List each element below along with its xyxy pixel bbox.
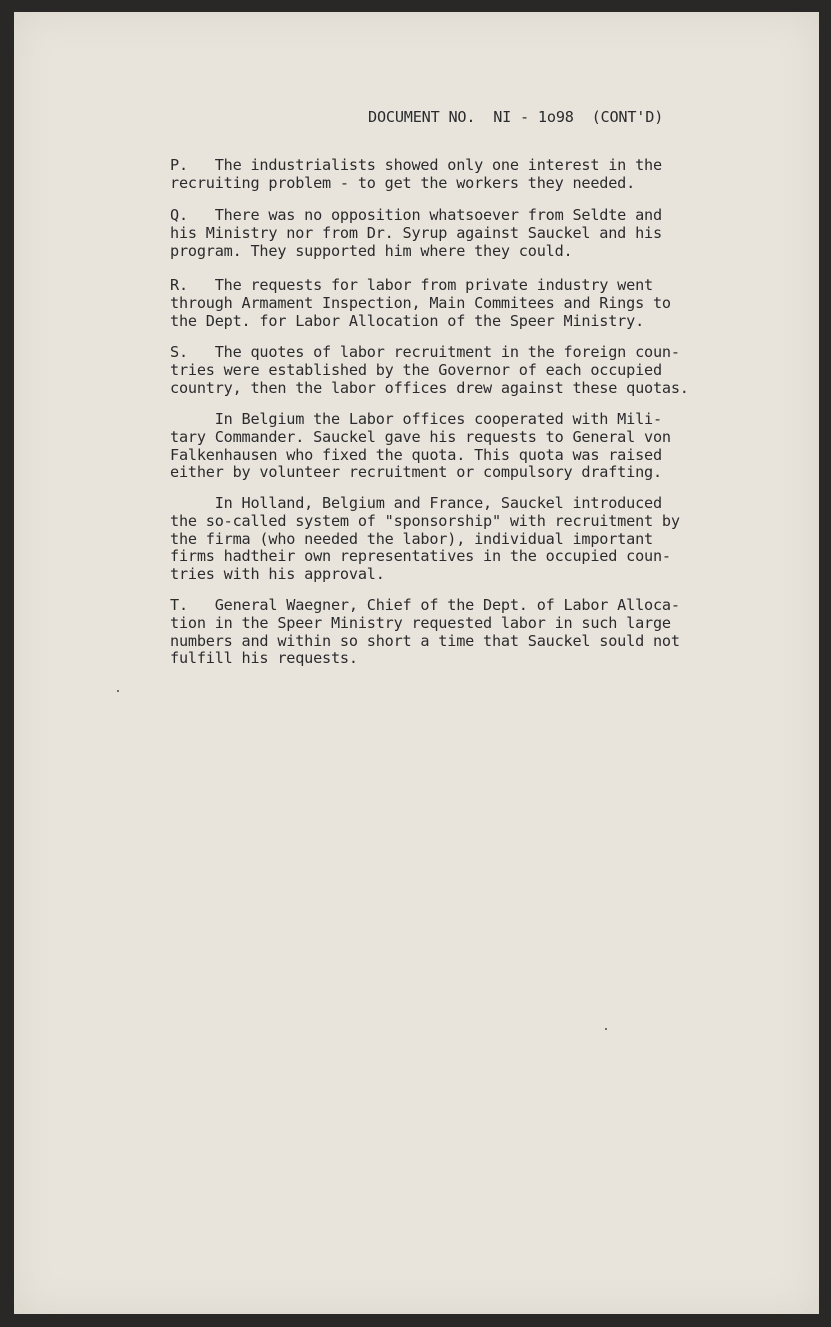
paragraph-holland: In Holland, Belgium and France, Sauckel introduced the so-called system of "sponsorship" with recruitment by the firma (who needed the labor), individual important firms hadtheir own representatives in the occupied coun- tries with his approval. [170, 494, 680, 584]
document-page [14, 12, 819, 1314]
paragraph-t: T. General Waegner, Chief of the Dept. of Labor Alloca- tion in the Speer Ministry requested labor in such large numbers and within so short a time that Sauckel sould not fulfill his requests. [170, 596, 680, 668]
document-header: DOCUMENT NO. NI - 1o98 (CONT'D) [368, 108, 664, 126]
paper-speck [605, 1028, 607, 1030]
paragraph-belgium: In Belgium the Labor offices cooperated with Mili- tary Commander. Sauckel gave his requests to General von Falkenhausen who fixed the quota. This quota was raised either by volunteer recruitment or compulsory drafting. [170, 410, 671, 482]
paragraph-s: S. The quotes of labor recruitment in the foreign coun- tries were established by the Governor of each occupied country, then the labor offices drew against these quotas. [170, 343, 689, 397]
paragraph-r: R. The requests for labor from private industry went through Armament Inspection, Main Commitees and Rings to the Dept. for Labor Allocation of the Speer Ministry. [170, 276, 671, 330]
paragraph-q: Q. There was no opposition whatsoever from Seldte and his Ministry nor from Dr. Syrup against Sauckel and his program. They supported him where they could. [170, 206, 662, 260]
paper-speck [117, 690, 119, 692]
paragraph-p: P. The industrialists showed only one interest in the recruiting problem - to get the workers they needed. [170, 156, 662, 192]
